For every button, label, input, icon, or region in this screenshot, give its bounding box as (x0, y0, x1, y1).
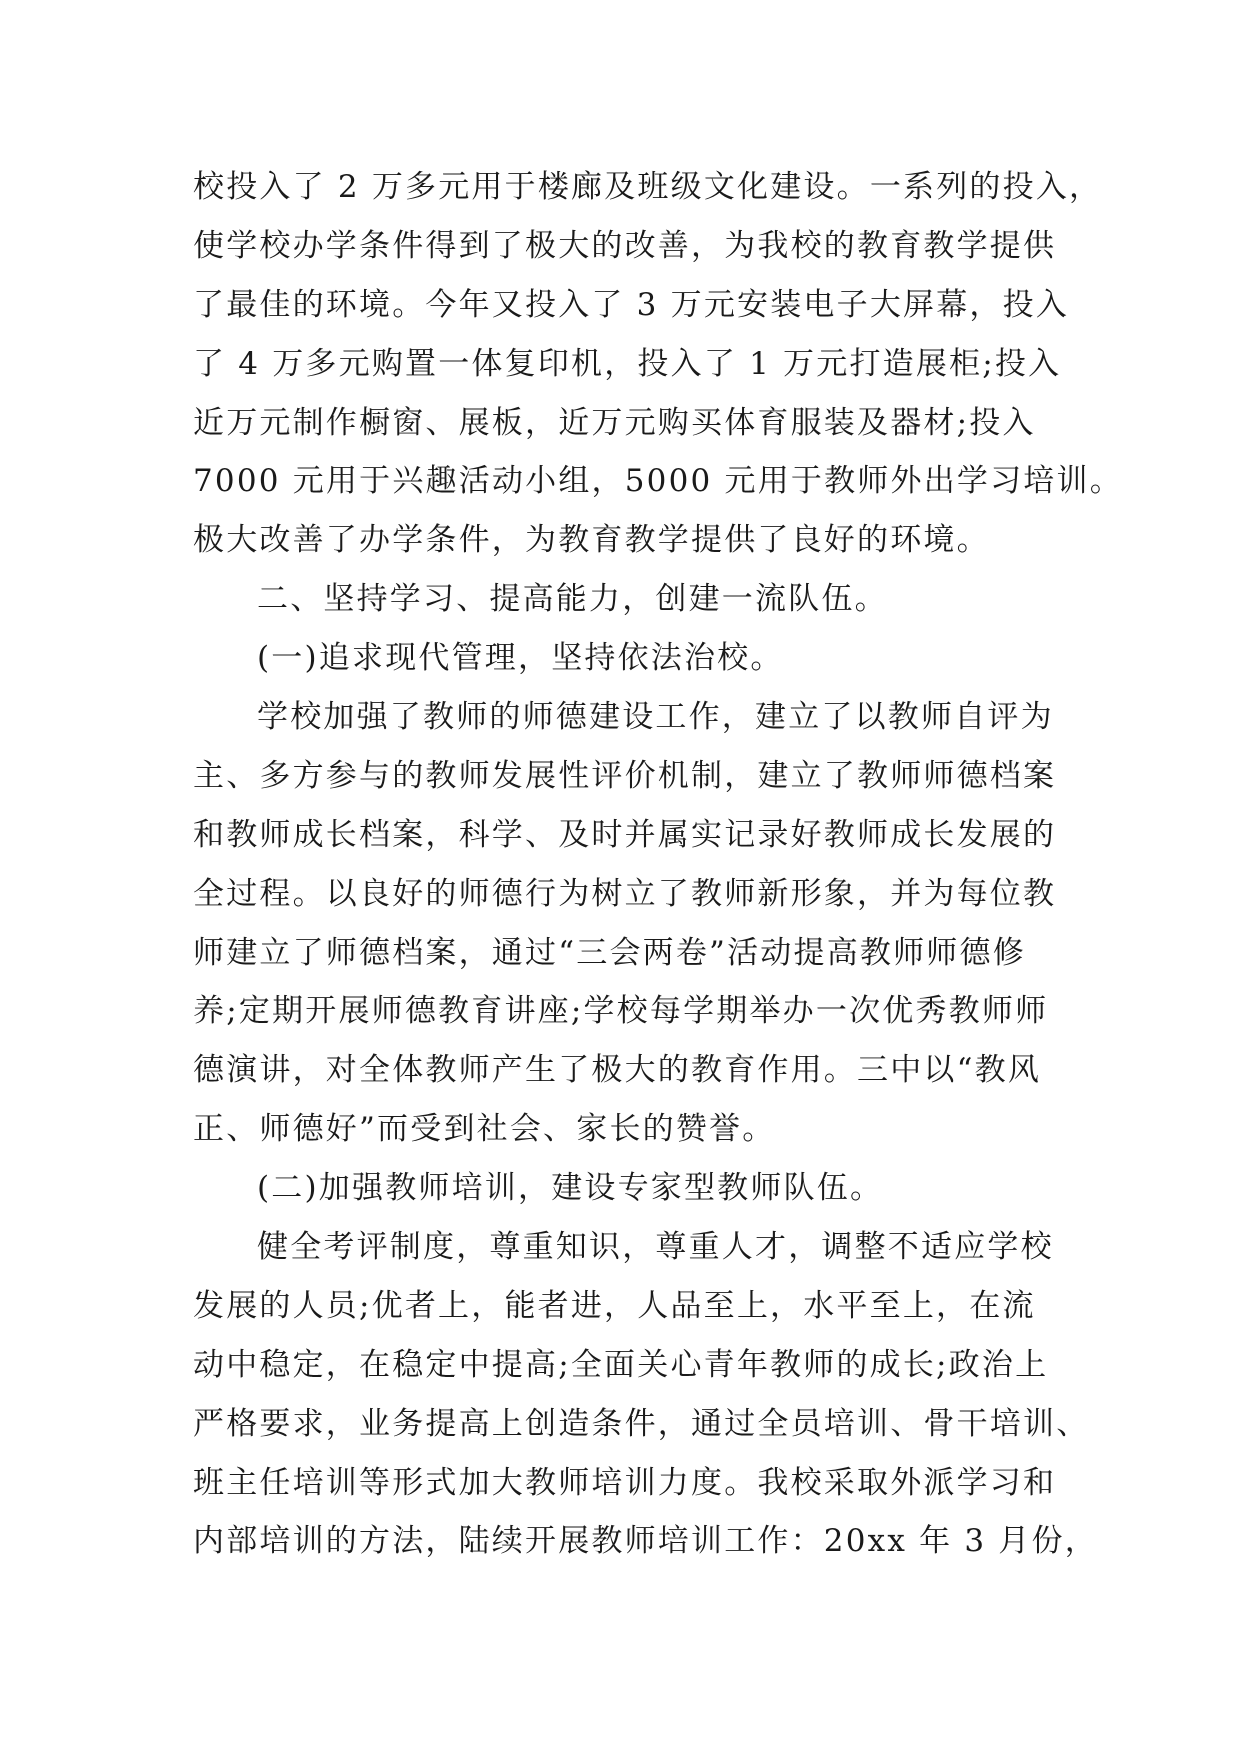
text-line: 近万元制作橱窗、展板，近万元购买体育服装及器材;投入 (193, 404, 1036, 441)
subsection-heading: (二)加强教师培训，建设专家型教师队伍。 (257, 1170, 884, 1207)
text-line: 班主任培训等形式加大教师培训力度。我校采取外派学习和 (193, 1464, 1057, 1501)
text-line: 了 4 万多元购置一体复印机，投入了 1 万元打造展柜;投入 (193, 345, 1062, 382)
text-line: 了最佳的环境。今年又投入了 3 万元安装电子大屏幕，投入 (193, 286, 1070, 323)
text-line: 使学校办学条件得到了极大的改善，为我校的教育教学提供 (193, 227, 1057, 264)
text-line: 校投入了 2 万多元用于楼廊及班级文化建设。一系列的投入， (193, 169, 1103, 205)
text-line: 和教师成长档案，科学、及时并属实记录好教师成长发展的 (193, 816, 1057, 853)
text-line: 主、多方参与的教师发展性评价机制，建立了教师师德档案 (193, 757, 1057, 794)
subsection-heading: (一)追求现代管理，坚持依法治校。 (257, 640, 784, 677)
paragraph-first-line: 学校加强了教师的师德建设工作，建立了以教师自评为 (257, 699, 1054, 736)
section-heading: 二、坚持学习、提高能力，创建一流队伍。 (257, 581, 888, 618)
text-line: 德演讲，对全体教师产生了极大的教育作用。三中以“教风 (193, 1052, 1042, 1089)
document-body (193, 158, 1123, 1571)
text-line: 严格要求，业务提高上创造条件，通过全员培训、骨干培训、 (193, 1405, 1090, 1442)
text-line: 养;定期开展师德教育讲座;学校每学期举办一次优秀教师师 (193, 993, 1049, 1030)
text-line: 全过程。以良好的师德行为树立了教师新形象，并为每位教 (193, 875, 1057, 912)
text-line: 发展的人员;优者上，能者进，人品至上，水平至上，在流 (193, 1287, 1036, 1324)
text-line: 内部培训的方法，陆续开展教师培训工作：20xx 年 3 月份， (193, 1523, 1098, 1560)
text-line: 动中稳定，在稳定中提高;全面关心青年教师的成长;政治上 (193, 1346, 1049, 1383)
text-line: 极大改善了办学条件，为教育教学提供了良好的环境。 (193, 522, 990, 559)
text-line: 师建立了师德档案，通过“三会两卷”活动提高教师师德修 (193, 934, 1026, 971)
text-line: 正、师德好”而受到社会、家长的赞誉。 (193, 1111, 776, 1148)
paragraph-first-line: 健全考评制度，尊重知识，尊重人才，调整不适应学校 (257, 1229, 1054, 1266)
text-line: 7000 元用于兴趣活动小组，5000 元用于教师外出学习培训。 (193, 463, 1123, 500)
